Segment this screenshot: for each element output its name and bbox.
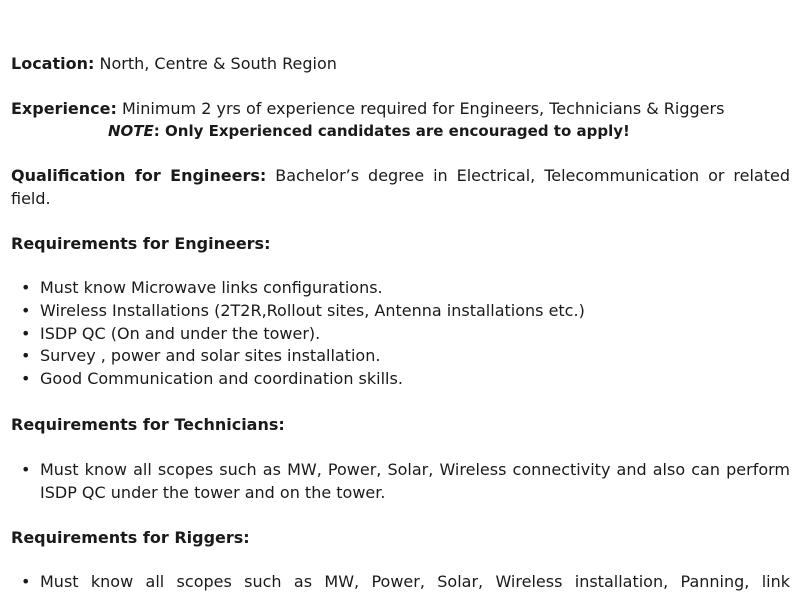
- spacer: [11, 75, 790, 97]
- list-item: • Must know Microwave links configurations.: [11, 277, 790, 300]
- list-item: • Good Communication and coordination skills.: [11, 368, 790, 391]
- note-label: NOTE: [108, 122, 154, 140]
- technicians-heading: [11, 413, 790, 436]
- riggers-requirements-list: [11, 571, 790, 594]
- location-value: North, Centre & South Region: [94, 54, 337, 73]
- qualification-label: Qualification for Engineers:: [11, 166, 267, 185]
- list-item: • Must know all scopes such as MW, Power, Solar, Wireless installation, Panning, link: [11, 571, 790, 594]
- spacer: [11, 504, 790, 526]
- job-posting-document: [11, 52, 790, 594]
- spacer: [11, 549, 790, 571]
- location-label: Location:: [11, 54, 95, 73]
- experience-value: Minimum 2 yrs of experience required for Engineers, Technicians & Riggers: [116, 99, 725, 118]
- technicians-heading-text: Requirements for Technicians:: [11, 414, 285, 434]
- list-item: • Wireless Installations (2T2R,Rollout sites, Antenna installations etc.): [11, 300, 790, 323]
- engineers-heading: [11, 232, 790, 255]
- list-item: • ISDP QC (On and under the tower).: [11, 323, 790, 346]
- spacer: [11, 210, 790, 232]
- qualification-value: Bachelor’s degree in Electrical, Telecommunication or related field.: [11, 166, 790, 208]
- experience-label: Experience:: [11, 99, 117, 118]
- spacer: [11, 255, 790, 277]
- riggers-heading: [11, 526, 790, 549]
- list-item: • Survey , power and solar sites installation.: [11, 345, 790, 368]
- experience-note: [11, 120, 790, 142]
- note-text: : Only Experienced candidates are encouraged to apply!: [153, 122, 630, 140]
- spacer: [11, 436, 790, 458]
- qualification-paragraph: [11, 164, 790, 210]
- spacer: [11, 142, 790, 164]
- riggers-heading-text: Requirements for Riggers:: [11, 527, 250, 547]
- experience-line: [11, 97, 790, 120]
- engineers-requirements-list: [11, 277, 790, 391]
- location-line: [11, 52, 790, 75]
- spacer: [11, 391, 790, 413]
- list-item: • Must know all scopes such as MW, Power, Solar, Wireless connectivity and also can perform ISDP QC under the tower and on the tower.: [11, 458, 790, 504]
- engineers-heading-text: Requirements for Engineers:: [11, 234, 271, 253]
- technicians-requirements-list: [11, 458, 790, 504]
